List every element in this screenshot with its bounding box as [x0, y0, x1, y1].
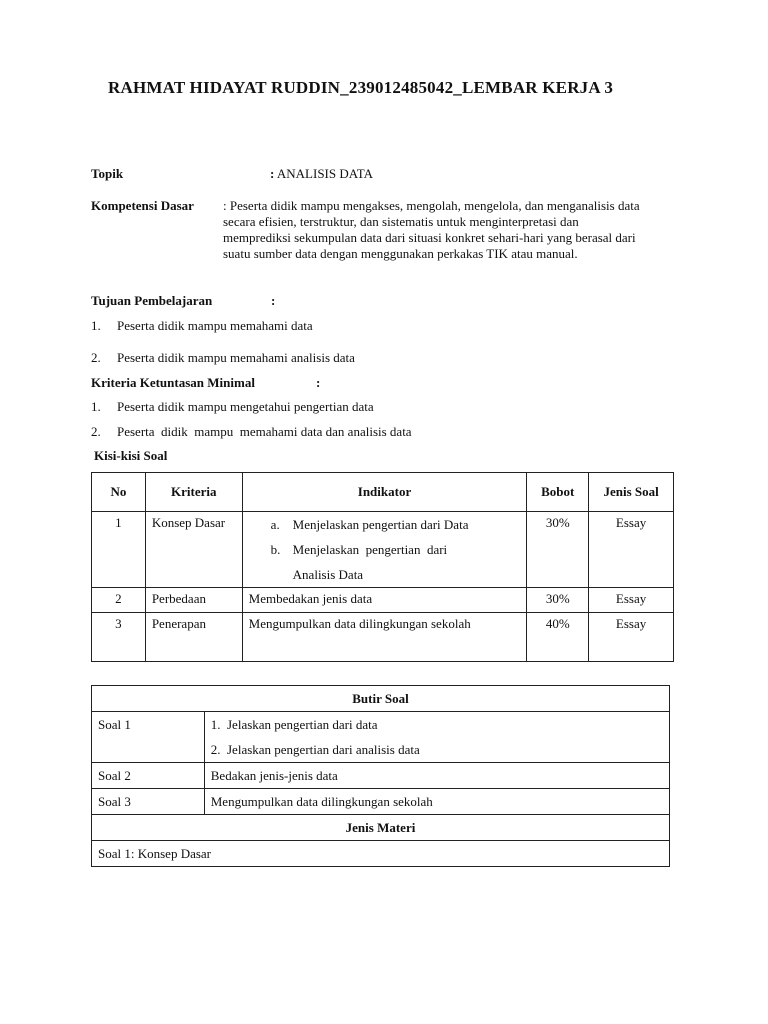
cell-indikator: Membedakan jenis data [242, 588, 527, 613]
col-header-jenis-soal: Jenis Soal [589, 473, 674, 512]
kriteria-item-num: 2. [91, 424, 101, 439]
list-item: 2. Jelaskan pengertian dari analisis data [210, 742, 420, 757]
topik-value-row [270, 166, 373, 182]
cell-bobot: 40% [527, 613, 589, 662]
butir-soal-table [91, 685, 670, 867]
col-header-indikator: Indikator [242, 473, 527, 512]
kompetensi-line: : Peserta didik mampu mengakses, mengolah, mengelola, dan menganalisis data [223, 198, 640, 213]
list-item [243, 512, 527, 537]
document-title: RAHMAT HIDAYAT RUDDIN_239012485042_LEMBAR KERJA 3 [108, 78, 614, 97]
tujuan-label: Tujuan Pembelajaran [91, 293, 213, 308]
kompetensi-label: Kompetensi Dasar [91, 198, 194, 213]
cell-bobot: 30% [527, 588, 589, 613]
kisi-table [91, 472, 674, 662]
table-row [92, 613, 674, 662]
kriteria-label: Kriteria Ketuntasan Minimal [91, 375, 255, 390]
soal-label: Soal 1 [92, 712, 205, 763]
col-header-bobot: Bobot [527, 473, 589, 512]
table-header-row [92, 815, 670, 841]
list-text: Menjelaskan pengertian dari Data [292, 517, 469, 532]
list-item: 1. Jelaskan pengertian dari data [210, 717, 378, 732]
cell-kriteria: Konsep Dasar [145, 512, 242, 588]
indikator-list [243, 512, 527, 587]
table-row [92, 712, 670, 763]
cell-bobot: 30% [527, 512, 589, 588]
table-row [92, 763, 670, 789]
butir-soal-header: Butir Soal [92, 686, 670, 712]
soal-content: Bedakan jenis-jenis data [204, 763, 669, 789]
cell-no: 1 [92, 512, 146, 588]
kompetensi-line: memprediksi sekumpulan data dari situasi konkret sehari-hari yang berasal dari [223, 230, 636, 245]
cell-indikator [242, 512, 527, 588]
kisi-label: Kisi-kisi Soal [94, 448, 168, 463]
tujuan-item-num: 1. [91, 318, 101, 333]
table-row [92, 512, 674, 588]
cell-jenis-soal: Essay [589, 588, 674, 613]
tujuan-item-text: Peserta didik mampu memahami analisis data [117, 350, 355, 365]
kriteria-item-num: 1. [91, 399, 101, 414]
list-item [243, 562, 527, 587]
list-text: Menjelaskan pengertian dari [292, 542, 448, 557]
table-row [92, 841, 670, 867]
cell-jenis-soal: Essay [589, 512, 674, 588]
tujuan-item-text: Peserta didik mampu memahami data [117, 318, 313, 333]
table-row [92, 789, 670, 815]
list-text: Analisis Data [292, 567, 364, 582]
topik-label: Topik [91, 166, 124, 181]
jenis-materi-header: Jenis Materi [92, 815, 670, 841]
soal-label: Soal 2 [92, 763, 205, 789]
cell-kriteria: Perbedaan [145, 588, 242, 613]
cell-no: 2 [92, 588, 146, 613]
tujuan-item-num: 2. [91, 350, 101, 365]
cell-jenis-soal: Essay [589, 613, 674, 662]
kriteria-item-text: Peserta didik mampu memahami data dan analisis data [117, 424, 412, 439]
list-item [243, 537, 527, 562]
col-header-kriteria: Kriteria [145, 473, 242, 512]
tujuan-colon: : [271, 293, 276, 308]
kompetensi-line: secara efisien, terstruktur, dan sistematis untuk menginterpretasi dan [223, 214, 579, 229]
soal-content: Mengumpulkan data dilingkungan sekolah [204, 789, 669, 815]
topik-value: ANALISIS DATA [276, 166, 373, 181]
table-header-row [92, 473, 674, 512]
table-row [92, 588, 674, 613]
cell-indikator: Mengumpulkan data dilingkungan sekolah [242, 613, 527, 662]
materi-content: Soal 1: Konsep Dasar [92, 841, 670, 867]
kompetensi-line: suatu sumber data dengan menggunakan perkakas TIK atau manual. [223, 246, 578, 261]
kriteria-item-text: Peserta didik mampu mengetahui pengertian data [117, 399, 374, 414]
list-marker: a. [270, 517, 280, 532]
list-marker: b. [270, 542, 281, 557]
col-header-no: No [92, 473, 146, 512]
cell-kriteria: Penerapan [145, 613, 242, 662]
soal-content [204, 712, 669, 763]
cell-no: 3 [92, 613, 146, 662]
topik-colon: : [270, 166, 275, 181]
soal-list [211, 712, 669, 762]
soal-label: Soal 3 [92, 789, 205, 815]
kompetensi-text [223, 198, 640, 262]
kriteria-colon: : [316, 375, 321, 390]
table-header-row [92, 686, 670, 712]
